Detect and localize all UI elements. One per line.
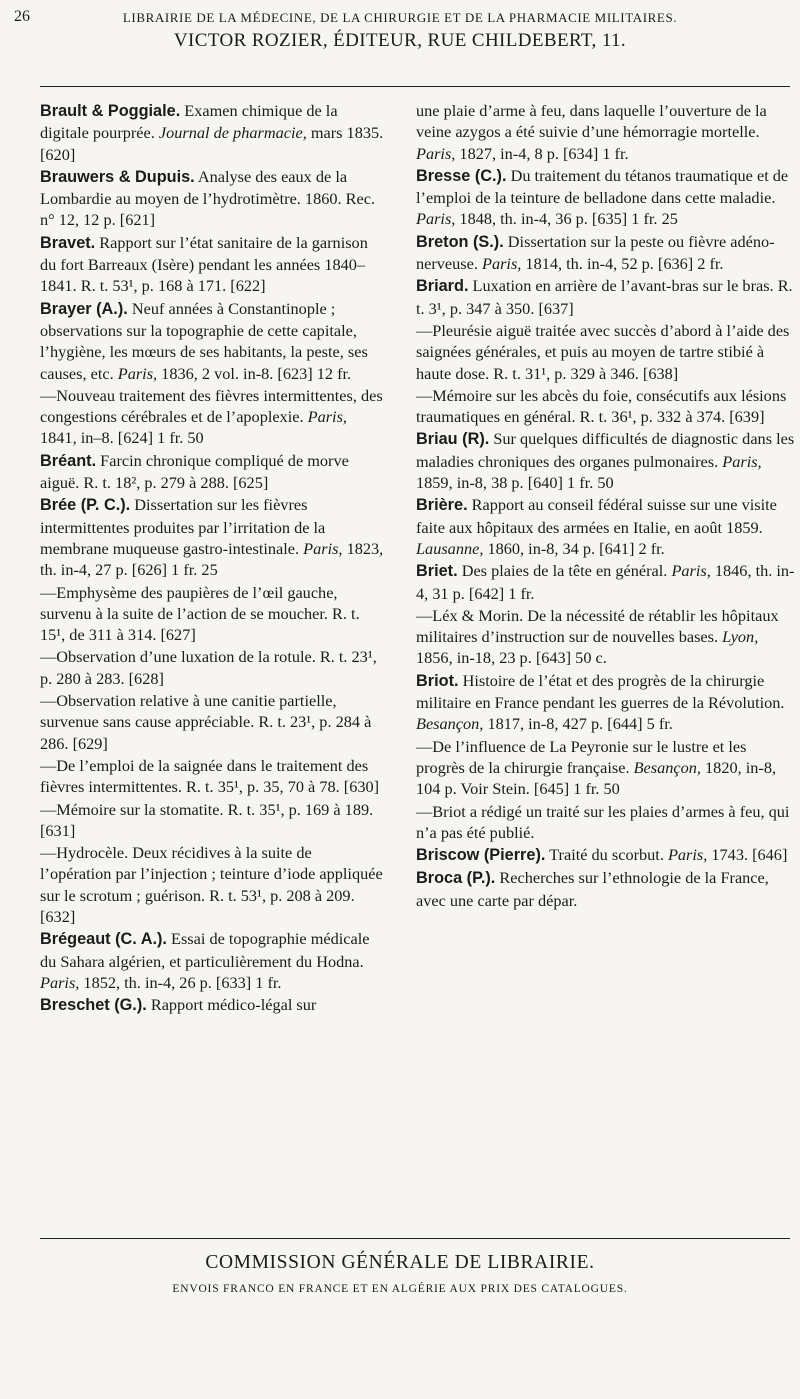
bibliography-entry <box>416 385 796 428</box>
entry-body: —Pleurésie aiguë traitée avec succès d’abord à l’aide des saignées générales, et puis au moyen de tartre stibié à haute dose. R. t. 31¹, p. 329 à 346. [638] <box>416 320 790 383</box>
entry-head: Briard. <box>416 277 469 296</box>
entry-head: Briet. <box>416 562 458 581</box>
entry-place: Paris, <box>416 209 456 229</box>
bibliography-entry <box>416 275 796 319</box>
entry-place: Paris, <box>667 845 708 865</box>
footer-rule <box>40 1238 790 1239</box>
entry-head: Brauwers & Dupuis. <box>40 167 195 186</box>
entry-place: Paris, <box>307 407 347 427</box>
entry-body: Sur quelques difficultés de diagnostic dans les maladies chroniques des organes pulmonaires. <box>416 429 795 471</box>
entry-body: —Briot a rédigé un traité sur les plaies d’armes à feu, qui n’a pas été publié. <box>416 801 790 842</box>
footer-title: COMMISSION GÉNÉRALE DE LIBRAIRIE. <box>205 1252 595 1273</box>
entry-place: Paris, <box>40 972 80 992</box>
entry-body: Examen chimique de la digitale pourprée. <box>40 101 338 143</box>
entry-tail: 1859, in-8, 38 p. [640] 1 fr. 50 <box>416 473 614 493</box>
entry-body: une plaie d’arme à feu, dans laquelle l’ouverture de la veine azygos a été suivie d’une hémorragie mortelle. <box>416 101 767 142</box>
bibliography-entry <box>40 385 385 449</box>
bibliography-entry <box>416 100 796 164</box>
entry-place: Lausanne, <box>416 538 484 558</box>
entry-tail: 1860, in-8, 34 p. [641] 2 fr. <box>483 538 665 558</box>
entry-head: Brégeaut (C. A.). <box>40 930 167 949</box>
entry-place: Paris, <box>482 254 522 274</box>
bibliography-entry <box>416 165 796 230</box>
entry-body: Essai de topographie médicale du Sahara algérien, et particulièrement du Hodna. <box>40 929 370 971</box>
bibliography-entry <box>40 928 385 993</box>
entry-head: Briau (R). <box>416 430 490 449</box>
entry-body: —De l’emploi de la saignée dans le traitement des fièvres intermittentes. R. t. 35¹, p. 35, 70 à 78. [630] <box>40 755 380 797</box>
entry-body: —Emphysème des paupières de l’œil gauche, survenu à la suite de l’action de se moucher. R. t. 15¹, de 311 à 314. [627] <box>40 582 360 645</box>
entry-body: Farcin chronique compliqué de morve aiguë. R. t. 18², p. 279 à 288. [625] <box>40 450 349 493</box>
left-column <box>40 100 385 1017</box>
entry-body: Histoire de l’état et des progrès de la chirurgie militaire en France pendant les guerres de la Révolution. <box>416 670 785 713</box>
entry-place: Paris, <box>671 561 711 581</box>
entry-head: Bréant. <box>40 451 97 470</box>
entry-body: —De l’influence de La Peyronie sur le lustre et les progrès de la chirurgie française. <box>416 736 747 777</box>
entry-tail: 1848, th. in-4, 36 p. [635] 1 fr. 25 <box>455 209 678 229</box>
entry-tail: 1836, 2 vol. in-8. [623] 12 fr. <box>157 363 352 383</box>
running-head: LIBRAIRIE DE LA MÉDECINE, DE LA CHIRURGIE ET DE LA PHARMACIE MILITAIRES. <box>122 10 678 25</box>
bibliography-entry <box>416 867 796 911</box>
entry-body: —Observation relative à une canitie partielle, survenue sans cause appréciable. R. t. 23¹, p. 284 à 286. [629] <box>40 691 372 753</box>
entry-body: —Léx & Morin. De la nécessité de rétablir les hôpitaux militaires d’instruction sur de nouvelles bases. <box>416 605 779 647</box>
entry-tail: 1856, in-18, 23 p. [643] 50 c. <box>416 648 607 668</box>
entry-head: Briscow (Pierre). <box>416 846 546 865</box>
entry-place: Besançon, <box>633 757 701 777</box>
entry-body: Des plaies de la tête en général. <box>457 561 672 581</box>
bibliography-entry <box>40 450 385 494</box>
entry-tail: 1827, in-4, 8 p. [634] 1 fr. <box>455 143 629 163</box>
entry-place: Paris, <box>416 143 456 163</box>
entry-body: Du traitement du tétanos traumatique et de l’emploi de la teinture de belladone dans cette maladie. <box>416 165 789 208</box>
entry-body: Dissertation sur les fièvres intermittentes produites par l’irritation de la membrane muqueuse gastro-intestinale. <box>40 495 326 558</box>
entry-head: Briot. <box>416 671 459 690</box>
entry-body: —Hydrocèle. Deux récidives à la suite de l’opération par l’injection ; teinture d’iode appliquée sur le scrotum ; guérison. R. t. 53¹, p. 208 à 209. [632] <box>40 843 383 926</box>
entry-head: Breschet (G.). <box>40 996 147 1015</box>
bibliography-entry <box>416 801 796 844</box>
bibliography-entry <box>416 605 796 669</box>
entry-head: Brayer (A.). <box>40 299 128 318</box>
page-number: 26 <box>14 8 30 25</box>
entry-tail: 1814, th. in-4, 52 p. [636] 2 fr. <box>521 254 724 274</box>
publisher-line: VICTOR ROZIER, ÉDITEUR, RUE CHILDEBERT, 11. <box>173 30 627 51</box>
bibliography-entry <box>40 755 385 798</box>
footer-note: ENVOIS FRANCO EN FRANCE ET EN ALGÉRIE AUX PRIX DES CATALOGUES. <box>172 1283 628 1295</box>
bibliography-entry <box>416 670 796 735</box>
entry-head: Bresse (C.). <box>416 166 507 185</box>
entry-body: —Observation d’une luxation de la rotule. R. t. 23¹, p. 280 à 283. [628] <box>40 647 377 688</box>
bibliography-entry <box>416 736 796 800</box>
entry-body: Analyse des eaux de la Lombardie au moyen de l’hydrotimètre. 1860. Rec. n° 12, 12 p. [621] <box>40 166 376 230</box>
bibliography-entry <box>40 842 385 927</box>
entry-place: Besançon, <box>416 714 484 734</box>
right-column <box>416 100 796 912</box>
entry-place: Journal de pharmacie, <box>158 123 307 143</box>
entry-body: Neuf années à Constantinople ; observations sur la topographie de cette capitale, l’hygiène, les mœurs de ses habitants, la peste, ses causes, etc. <box>40 298 368 383</box>
entry-tail: 1841, in–8. [624] 1 fr. 50 <box>40 428 204 448</box>
entry-tail: 1820, in-8, 104 p. Voir Stein. [645] 1 fr. 50 <box>416 757 777 799</box>
entry-head: Broca (P.). <box>416 869 496 888</box>
bibliography-entry <box>416 231 796 275</box>
entry-place: Lyon, <box>722 627 759 647</box>
bibliography-entry <box>416 320 796 384</box>
bibliography-entry <box>40 494 385 580</box>
entry-body: Traité du scorbut. <box>545 845 668 865</box>
entry-body: —Mémoire sur la stomatite. R. t. 35¹, p. 169 à 189. [631] <box>40 799 374 840</box>
entry-tail: 1743. [646] <box>707 845 788 865</box>
bibliography-entry <box>40 298 385 384</box>
entry-body: —Nouveau traitement des fièvres intermittentes, des congestions cérébrales et de l’apoplexie. <box>40 385 383 427</box>
entry-body: Rapport médico-légal sur <box>146 995 317 1015</box>
entry-head: Breton (S.). <box>416 232 504 251</box>
entry-body: Dissertation sur la peste ou fièvre adéno-nerveuse. <box>416 231 775 274</box>
entry-head: Bravet. <box>40 233 96 252</box>
bibliography-entry <box>40 100 385 165</box>
entry-tail: 1823, th. in-4, 27 p. [626] 1 fr. 25 <box>40 538 384 580</box>
bibliography-entry <box>416 428 796 493</box>
bibliography-entry <box>40 166 385 231</box>
entry-body: Recherches sur l’ethnologie de la France, avec une carte par dépar. <box>416 868 769 910</box>
entry-tail: 1852, th. in-4, 26 p. [633] 1 fr. <box>79 972 282 992</box>
bibliography-entry <box>40 232 385 297</box>
entry-head: Brière. <box>416 496 468 515</box>
entry-head: Brault & Poggiale. <box>40 102 181 120</box>
entry-body: Rapport sur l’état sanitaire de la garnison du fort Barreaux (Isère) pendant les années 1840–1841. R. t. 53¹, p. 168 à 171. [622] <box>40 232 368 296</box>
header-rule <box>40 86 790 87</box>
entry-tail: 1846, th. in-4, 31 p. [642] 1 fr. <box>416 561 795 603</box>
entry-place: Paris, <box>117 363 158 383</box>
bibliography-entry <box>40 994 385 1016</box>
bibliography-entry <box>40 646 385 689</box>
bibliography-entry <box>416 844 796 866</box>
entry-head: Brée (P. C.). <box>40 496 131 515</box>
entry-body: Rapport au conseil fédéral suisse sur une visite faite aux hôpitaux des armées en Italie, en août 1859. <box>416 495 777 537</box>
bibliography-entry <box>416 494 796 559</box>
entry-place: Paris, <box>303 538 343 558</box>
bibliography-entry <box>40 690 385 754</box>
entry-tail: mars 1835. [620] <box>40 123 384 164</box>
entry-place: Paris, <box>722 451 762 471</box>
bibliography-entry <box>416 560 796 604</box>
entry-body: —Mémoire sur les abcès du foie, consécutifs aux lésions traumatiques en général. R. t. 36¹, p. 332 à 374. [639] <box>416 385 787 427</box>
bibliography-entry <box>40 799 385 842</box>
entry-body: Luxation en arrière de l’avant-bras sur le bras. R. t. 3¹, p. 347 à 350. [637] <box>416 276 793 318</box>
entry-tail: 1817, in-8, 427 p. [644] 5 fr. <box>483 714 673 734</box>
bibliography-entry <box>40 582 385 646</box>
